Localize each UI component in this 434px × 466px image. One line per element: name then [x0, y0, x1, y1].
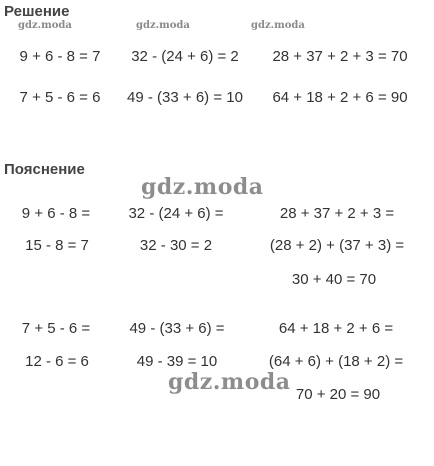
- explanation-step: 15 - 8 = 7: [25, 237, 89, 254]
- solution-expression: 49 - (33 + 6) = 10: [127, 89, 243, 106]
- watermark: gdz.moda: [136, 20, 190, 31]
- watermark: gdz.moda: [141, 174, 264, 200]
- explanation-step: 49 - (33 + 6) =: [129, 320, 225, 337]
- explanation-step: 28 + 37 + 2 + 3 =: [279, 205, 395, 222]
- explanation-title: Пояснение: [4, 161, 85, 178]
- explanation-step: (28 + 2) + (37 + 3) =: [269, 237, 405, 254]
- watermark: gdz.moda: [251, 20, 305, 31]
- solution-title: Решение: [4, 3, 70, 20]
- explanation-step: 49 - 39 = 10: [136, 353, 218, 370]
- solution-expression: 32 - (24 + 6) = 2: [131, 48, 239, 65]
- explanation-step: 7 + 5 - 6 =: [21, 320, 91, 337]
- solution-expression: 28 + 37 + 2 + 3 = 70: [272, 48, 408, 65]
- explanation-step: (64 + 6) + (18 + 2) =: [268, 353, 404, 370]
- explanation-step: 32 - 30 = 2: [139, 237, 213, 254]
- explanation-step: 12 - 6 = 6: [25, 353, 89, 370]
- explanation-step: 9 + 6 - 8 =: [21, 205, 91, 222]
- watermark: gdz.moda: [168, 369, 291, 395]
- explanation-step: 32 - (24 + 6) =: [128, 205, 224, 222]
- explanation-step: 30 + 40 = 70: [291, 271, 377, 288]
- explanation-step: 70 + 20 = 90: [295, 386, 381, 403]
- solution-expression: 9 + 6 - 8 = 7: [19, 48, 101, 65]
- solution-expression: 64 + 18 + 2 + 6 = 90: [272, 89, 408, 106]
- explanation-step: 64 + 18 + 2 + 6 =: [278, 320, 394, 337]
- watermark: gdz.moda: [18, 20, 72, 31]
- solution-expression: 7 + 5 - 6 = 6: [19, 89, 101, 106]
